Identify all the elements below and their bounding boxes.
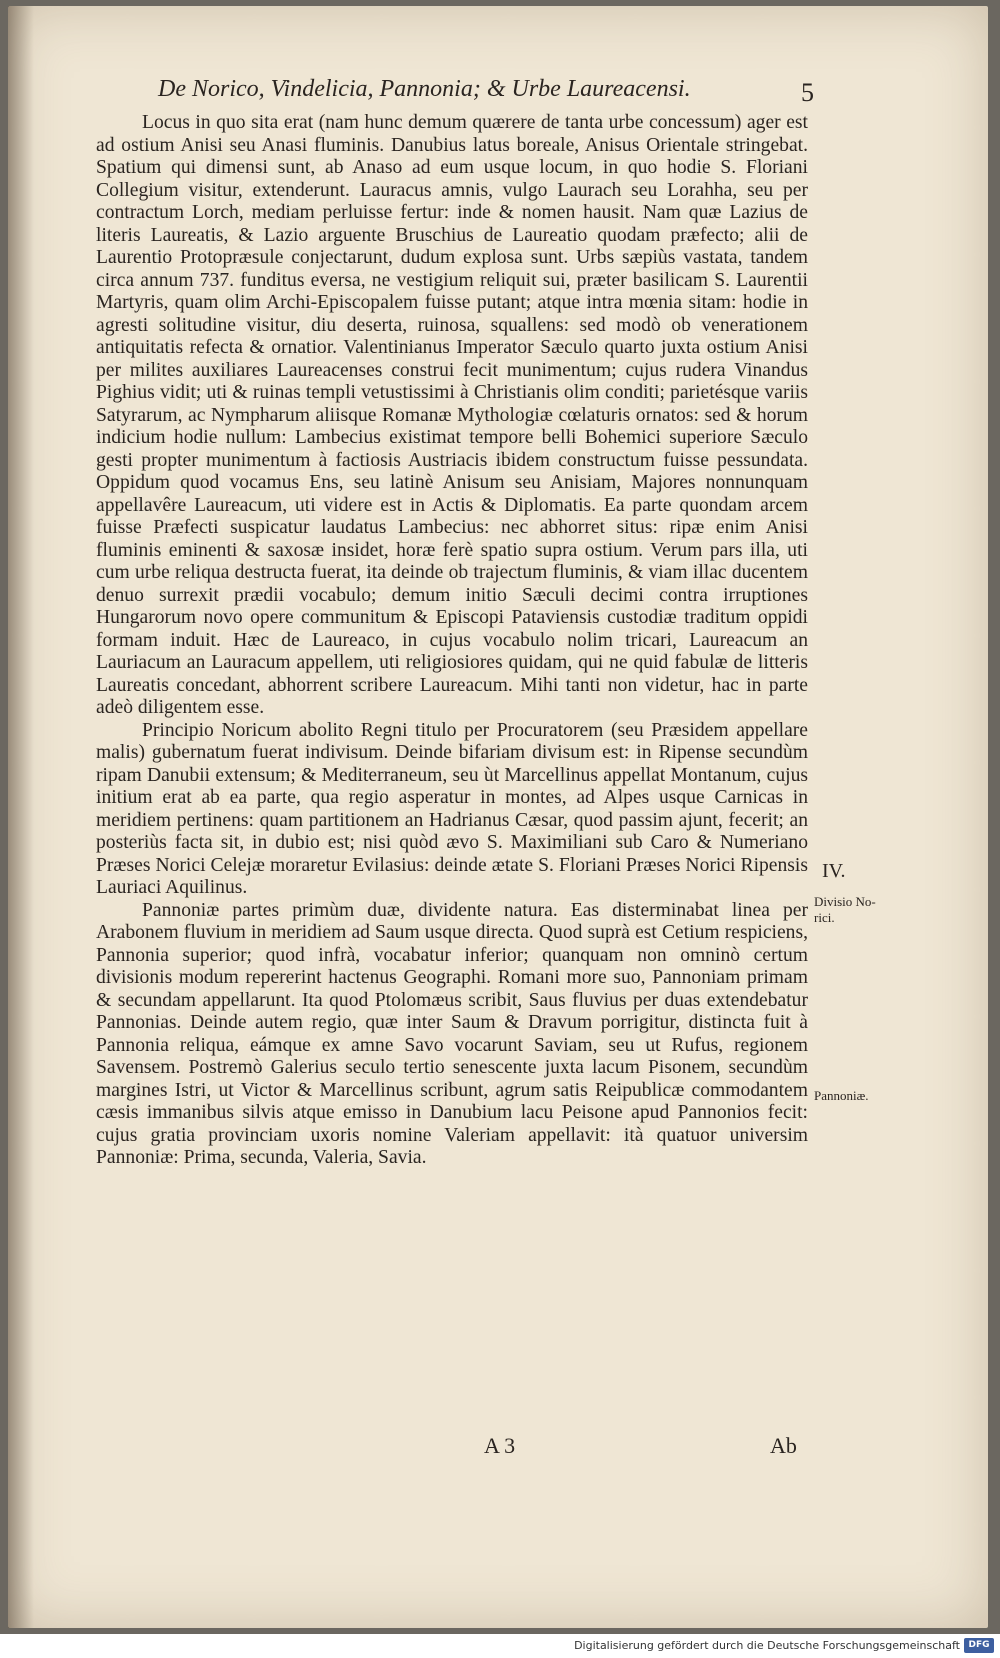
margin-note-divisio: Divisio No-	[814, 894, 876, 909]
page-number: 5	[801, 78, 814, 107]
margin-section-number: IV.	[822, 860, 846, 882]
signature-mark: A 3	[484, 1433, 516, 1458]
running-title: De Norico, Vindelicia, Pannonia; & Urbe Laureacensi.	[158, 76, 691, 102]
page-spine-shadow	[8, 6, 34, 1628]
paragraph-noricum: Principio Noricum abolito Regni titulo per Procuratorem (seu Præsidem appellare malis) gubernatum fuerat indivisum. Deinde bifariam divisum est: in Ripense secundùm ripam Danubii extensum; & Mediterraneum, seu ùt Marcellinus appellat Montanum, cujus initium erat ab ea parte, qua regio asperatur in montes, ad Alpes usque Carnicas in meridiem pertinens: quam partitionem an Hadrianus Cæsar, quod passim ajunt, fecerit; an posteriùs facta sit, in dubio est; nisi quòd ævo S. Maximiliani sub Caro & Numeriano Præses Norici Celejæ moraretur Evilasius: deinde ætate S. Floriani Præses Norici Ripensis Lauriaci Aquilinus.	[96, 719, 808, 898]
main-text	[96, 112, 808, 1170]
margin-note-pannoniae: Pannoniæ.	[814, 1088, 869, 1103]
book-page	[8, 6, 988, 1628]
paragraph-laureacum: Locus in quo sita erat (nam hunc demum quærere de tanta urbe concessum) ager est ad ostium Anisi seu Anasi fluminis. Danubius latus boreale, Anisus Orientale stringebat. Spatium qui dimensi sunt, ab Anaso ad eum usque locum, in quo hodie S. Floriani Collegium visitur, extenderunt. Lauracus amnis, vulgo Laurach seu Lorahha, seu per contractum Lorch, mediam perluisse fertur: inde & nomen hausit. Nam quæ Lazius de literis Laureatis, & Lazio arguente Bruschius de Laureatio quodam præfecto; alii de Laurentio Protopræsule conjectarunt, dudum explosa sunt. Urbs sæpiùs vastata, tandem circa annum 737. funditus eversa, ne vestigium reliquit sui, præter basilicam S. Laurentii Martyris, quam olim Archi-Episcopalem fuisse putant; atque intra mœnia sitam: hodie in agresti solitudine visitur, diu deserta, ruinosa, squallens: sed modò ob venerationem antiquitatis refecta & ornatior. Valentinianus Imperator Sæculo quarto juxta ostium Anisi per milites auxiliares Laureacenses construi fecit munimentum; cujus rudera Vinandus Pighius vidit; uti & ruinas templi vetustissimi à Christianis olim conditi; parietésque variis Satyrarum, ac Nympharum aliisque Romanæ Mythologiæ cœlaturis ornatos: sed & horum indicium hodie nullum: Lambecius existimat tempore belli Bohemici superiore Sæculo gesti propter munimentum à factiosis Austriacis ibidem constructum fuisse pessundata. Oppidum quod vocamus Ens, seu latinè Anisum seu Anisiam, Majores nonnunquam appellavêre Laureacum, uti videre est in Actis & Diplomatis. Ea parte quondam arcem fuisse Præfecti suspicatur laudatus Lambecius: nec abhorret situs: ripæ enim Anisi fluminis eminenti & saxosæ insidet, horæ ferè spatio supra ostium. Verum pars illa, uti cum urbe reliqua destructa fuerat, ita deinde ob trajectum fluminis, & viam illac ducentem denuo surrexit prædii vocabulo; demum initio Sæculi decimi contra irruptiones Hungarorum novo opere communitum & Episcopi Pataviensis custodiæ traditum oppidi formam induit. Hæc de Laureaco, in cujus vocabulo nolim tricari, Laureacum an Lauriacum an Lauracum appellem, uti religiosiores quidam, qui ne quid fabulæ de litteris Laureatis concedant, abhorrent scribere Laureacum. Mihi tanti non videtur, hac in parte adeò diligentem esse.	[96, 112, 808, 718]
digitization-credit: Digitalisierung gefördert durch die Deutsche Forschungsgemeinschaft	[574, 1639, 960, 1652]
margin-note-divisio-cont: rici.	[814, 910, 835, 925]
digitization-footer	[0, 1634, 1000, 1658]
paragraph-pannonia: Pannoniæ partes primùm duæ, dividente natura. Eas disterminabat linea per Arabonem fluvium in meridiem ad Saum usque directa. Quod suprà est Cetium respiciens, Pannonia superior; quod infrà, vocabatur inferior; quanquam non omninò certum divisionis modum repererint hactenus Geographi. Romani more suo, Pannoniam primam & secundam appellarunt. Ita quod Ptolomæus scribit, Saus fluvius per duas extendebatur Pannonias. Deinde autem regio, quæ inter Saum & Dravum porrigitur, distincta fuit à Pannonia reliqua, eámque ex amne Savo vocarunt Saviam, seu ut Rufus, regionem Savensem. Postremò Galerius seculo tertio senescente juxta lacum Pisonem, secundùm margines Istri, ut Victor & Marcellinus scribunt, agrum satis Reipublicæ commodantem cæsis immanibus silvis atque emisso in Danubium lacu Peisone apud Pannonios fecit: cujus gratia provinciam uxoris nomine Valeriam appellavit: ità quatuor universim Pannoniæ: Prima, secunda, Valeria, Savia.	[96, 899, 808, 1168]
dfg-logo: DFG	[964, 1638, 994, 1653]
catchword: Ab	[770, 1433, 797, 1458]
